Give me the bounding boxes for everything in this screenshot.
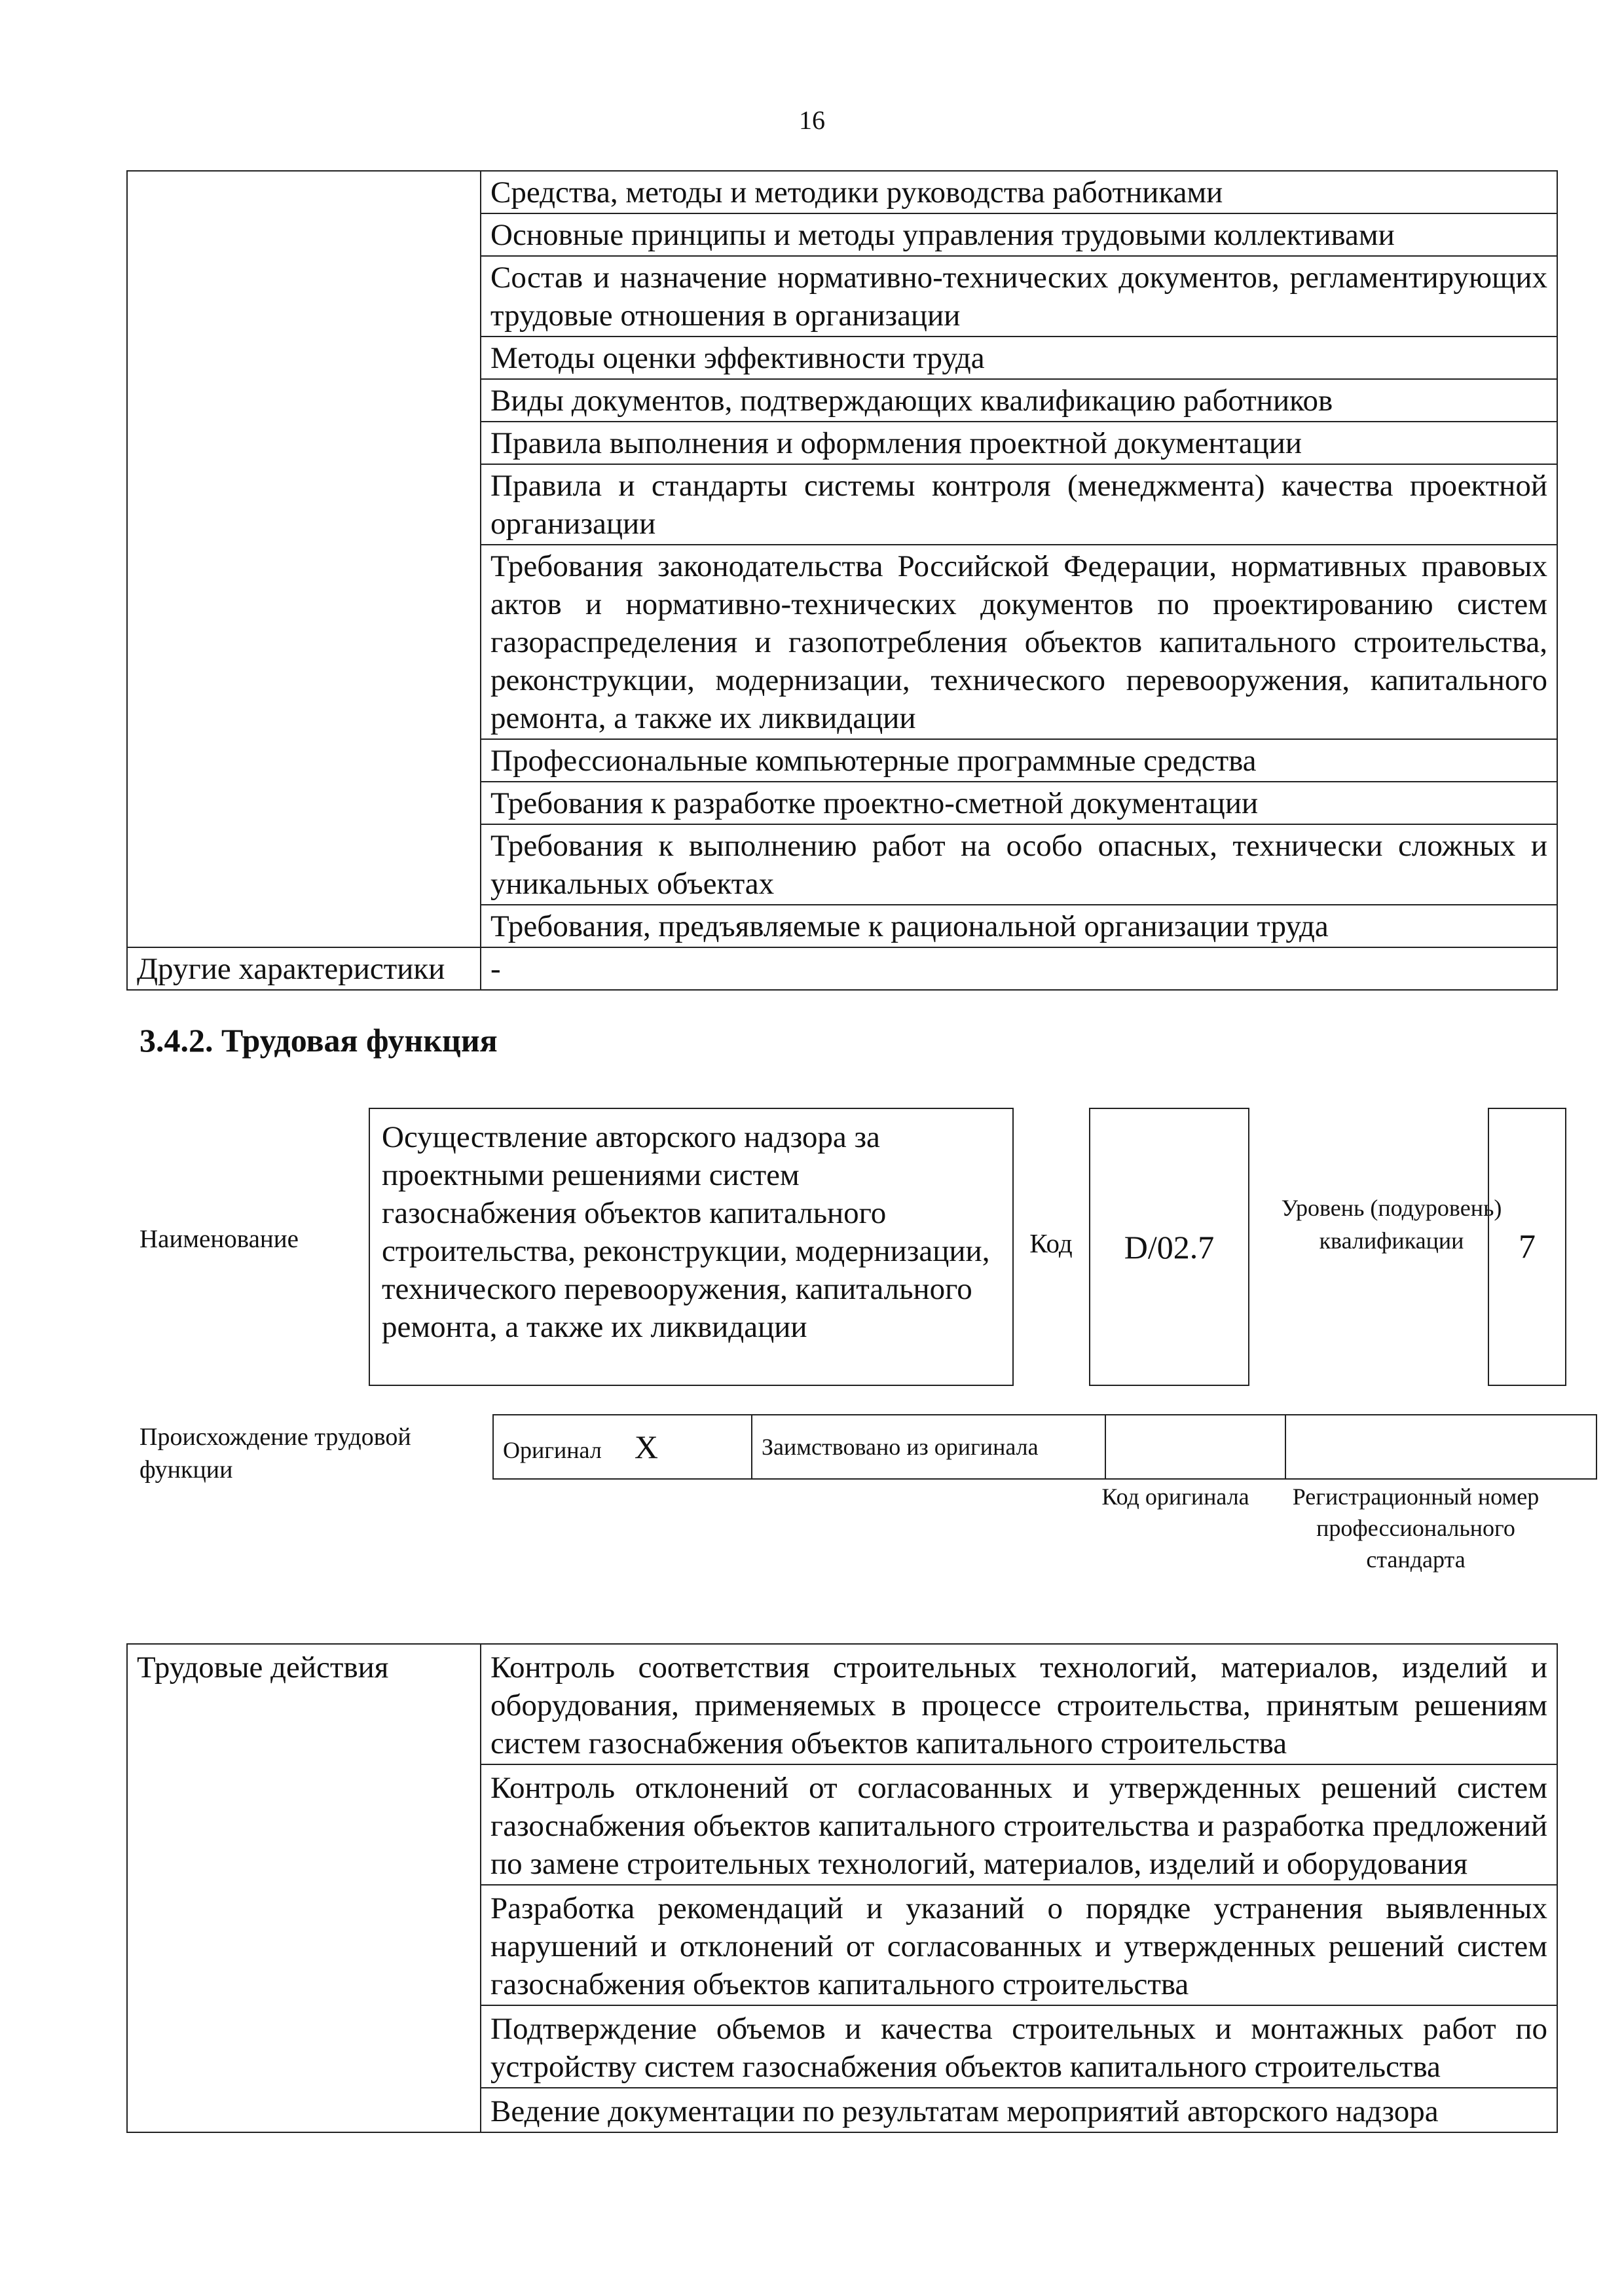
knowledge-item: Профессиональные компьютерные программные средства [481, 739, 1557, 782]
knowledge-item: Требования законодательства Российской Федерации, нормативных правовых актов и нормативно-технических документов по проектированию систем газораспределения и газопотребления объектов капитального строительства, реконструкции, модернизации, технического перевооружения, капитального ремонта, а также их ликвидации [481, 545, 1557, 739]
labor-action-item: Разработка рекомендаций и указаний о порядке устранения выявленных нарушений и отклонений от согласованных и утвержденных решений систем газоснабжения объектов капитального строительства [481, 1885, 1557, 2005]
knowledge-item: Требования к разработке проектно-сметной документации [481, 782, 1557, 824]
labor-action-item: Ведение документации по результатам мероприятий авторского надзора [481, 2088, 1557, 2132]
other-characteristics-label: Другие характеристики [127, 947, 481, 990]
registration-number-cell [1285, 1415, 1596, 1479]
qualification-level: 7 [1488, 1108, 1566, 1386]
other-characteristics-value: - [481, 947, 1557, 990]
registration-number-caption: Регистрационный номер профессионального стандарта [1292, 1484, 1540, 1573]
knowledge-item: Методы оценки эффективности труда [481, 337, 1557, 379]
knowledge-table [126, 170, 1558, 991]
original-mark: X [634, 1429, 658, 1465]
labor-action-item: Подтверждение объемов и качества строительных и монтажных работ по устройству систем газоснабжения объектов капитального строительства [481, 2005, 1557, 2088]
knowledge-label-cell [127, 171, 481, 947]
original-code-cell [1105, 1415, 1285, 1479]
knowledge-item: Требования к выполнению работ на особо опасных, технически сложных и уникальных объектах [481, 824, 1557, 905]
qualification-level-label: Уровень (подуровень) квалификации [1281, 1195, 1502, 1254]
origin-original-cell [493, 1415, 752, 1479]
page-number: 16 [799, 105, 825, 135]
table-row [493, 1415, 1596, 1479]
knowledge-item: Виды документов, подтверждающих квалификацию работников [481, 379, 1557, 422]
knowledge-item: Состав и назначение нормативно-технических документов, регламентирующих трудовые отношения в организации [481, 256, 1557, 337]
table-row [127, 947, 1557, 990]
knowledge-item: Средства, методы и методики руководства работниками [481, 171, 1557, 213]
knowledge-item: Требования, предъявляемые к рациональной организации труда [481, 905, 1557, 947]
labor-action-item: Контроль отклонений от согласованных и утвержденных решений систем газоснабжения объектов капитального строительства и разработка предложений по замене строительных технологий, материалов, изделий и оборудования [481, 1764, 1557, 1885]
function-code: D/02.7 [1089, 1108, 1249, 1386]
origin-label: Происхождение трудовой функции [139, 1423, 411, 1484]
function-name-label: Наименование [139, 1225, 299, 1253]
origin-table [492, 1414, 1597, 1480]
original-label: Оригинал [503, 1437, 602, 1463]
original-code-caption: Код оригинала [1101, 1484, 1249, 1510]
labor-actions-label: Трудовые действия [127, 1644, 481, 2132]
borrowed-label: Заимствовано из оригинала [752, 1415, 1105, 1479]
knowledge-item: Правила выполнения и оформления проектной документации [481, 422, 1557, 464]
table-row [127, 171, 1557, 213]
table-row [127, 1644, 1557, 1764]
knowledge-item: Правила и стандарты системы контроля (менеджмента) качества проектной организации [481, 464, 1557, 545]
section-title: 3.4.2. Трудовая функция [139, 1022, 498, 1059]
labor-action-item: Контроль соответствия строительных технологий, материалов, изделий и оборудования, применяемых в процессе строительства, принятым решениям систем газоснабжения объектов капитального строительства [481, 1644, 1557, 1764]
knowledge-item: Основные принципы и методы управления трудовыми коллективами [481, 213, 1557, 256]
labor-actions-table [126, 1643, 1558, 2133]
code-label: Код [1029, 1228, 1073, 1258]
function-name: Осуществление авторского надзора за проектными решениями систем газоснабжения объектов капитального строительства, реконструкции, модернизации, технического перевооружения, капитального ремонта, а также их ликвидации [369, 1108, 1014, 1386]
